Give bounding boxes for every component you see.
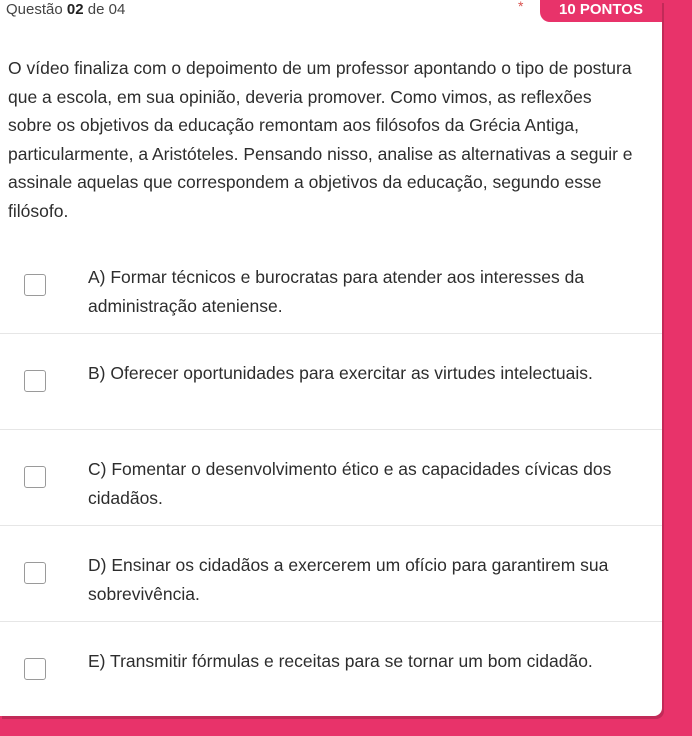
- checkbox-b[interactable]: [24, 370, 46, 392]
- option-b[interactable]: [0, 334, 662, 430]
- option-a[interactable]: [0, 238, 662, 334]
- checkbox-d[interactable]: [24, 562, 46, 584]
- required-mark: *: [518, 0, 524, 14]
- question-statement: O vídeo finaliza com o depoimento de um professor apontando o tipo de postura que a escola, em sua opinião, deveria promover. Como vimos, as reflexões sobre os objetivos da educação remontam aos filósofos da Grécia Antiga, particularmente, a Aristóteles. Pensando nisso, analise as alternativas a seguir e assinale aquelas que correspondem a objetivos da educação, segundo esse filósofo.: [8, 58, 633, 221]
- option-e-text: E) Transmitir fórmulas e receitas para se tornar um bom cidadão.: [88, 651, 593, 671]
- option-b-text: B) Oferecer oportunidades para exercitar as virtudes intelectuais.: [88, 363, 593, 383]
- option-e[interactable]: [0, 622, 662, 717]
- question-total: de 04: [87, 1, 126, 18]
- checkbox-a[interactable]: [24, 274, 46, 296]
- option-c[interactable]: [0, 430, 662, 526]
- question-number: 02: [66, 1, 84, 18]
- option-d-text: D) Ensinar os cidadãos a exercerem um ofício para garantirem sua sobrevivência.: [88, 555, 609, 604]
- question-counter: [6, 1, 125, 18]
- points-badge: 10 PONTOS: [540, 0, 662, 22]
- question-prefix: Questão: [6, 1, 63, 18]
- option-a-text: A) Formar técnicos e burocratas para atender aos interesses da administração ateniense.: [88, 267, 585, 316]
- question-header: [0, 0, 662, 24]
- checkbox-c[interactable]: [24, 466, 46, 488]
- option-d[interactable]: [0, 526, 662, 622]
- options-list: [0, 238, 662, 717]
- checkbox-e[interactable]: [24, 658, 46, 680]
- option-c-text: C) Fomentar o desenvolvimento ético e as capacidades cívicas dos cidadãos.: [88, 459, 612, 508]
